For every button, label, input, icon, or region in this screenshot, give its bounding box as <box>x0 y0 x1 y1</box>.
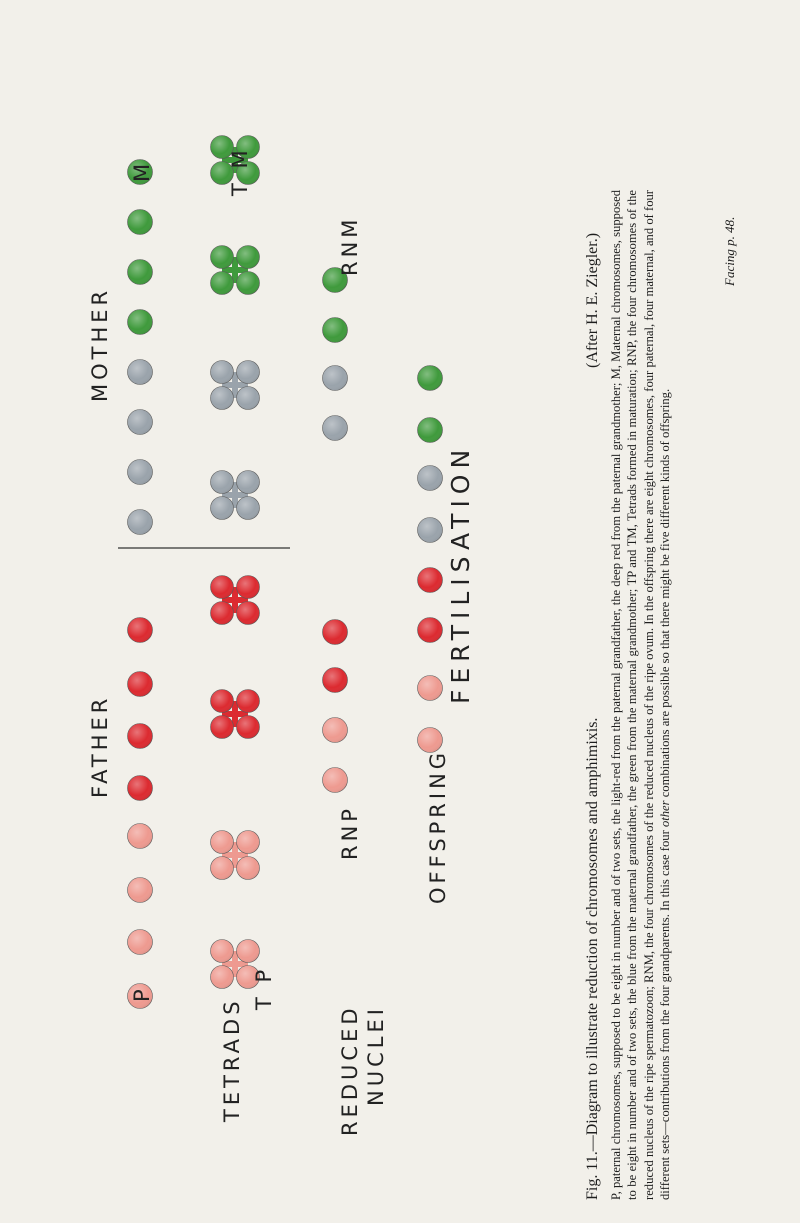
chromosome-shading <box>323 718 348 743</box>
label-tetrads: TETRADS <box>220 997 244 1122</box>
chromosome-shading <box>418 618 443 643</box>
chromosome-shading <box>211 387 234 410</box>
label-reduced: REDUCED <box>338 1004 362 1136</box>
chromosome-shading <box>237 857 260 880</box>
facing-page-note: Facing p. 48. <box>722 216 737 286</box>
mother-chromosome-row <box>128 160 153 535</box>
chromosome-shading <box>128 724 153 749</box>
chromosome-shading <box>128 210 153 235</box>
chromosome-shading <box>237 246 260 269</box>
chromosome-shading <box>128 824 153 849</box>
chromosome-shading <box>237 361 260 384</box>
chromosome-shading <box>323 366 348 391</box>
caption-body-italic: other <box>658 800 673 828</box>
chromosome-shading <box>418 676 443 701</box>
chromosome-shading <box>211 966 234 989</box>
label-fertilisation: FERTILISATION <box>446 443 475 704</box>
caption-body-text: P, paternal chromosomes, supposed to be eight in number and of two sets, the light-red from the paternal grandfather, the deep red from the paternal grandmother; M, Maternal chromosomes, supposed to be eight in number and of two sets, the blue from the maternal grandfather, the green from the maternal grandmother; TP and TM, Tetrads formed in maturation; RNP, the four chromosomes of the reduced nucleus of the ripe spermatozoon; RNM, the four chromosomes of the reduced nucleus of the ripe ovum. In the offspring there are eight chromosomes, four paternal, four maternal, and of four different sets—contributions from the four grandparents. In this case four <box>609 190 673 1200</box>
chromosome-shading <box>211 272 234 295</box>
chromosome-shading <box>237 471 260 494</box>
chromosome-shading <box>128 776 153 801</box>
chromosome-shading <box>211 940 234 963</box>
offspring-chromosome-row <box>418 366 443 753</box>
chromosome-shading <box>323 620 348 645</box>
chromosome-shading <box>211 471 234 494</box>
chromosome-shading <box>323 416 348 441</box>
father-chromosome-row <box>128 618 153 1009</box>
chromosome-shading <box>237 716 260 739</box>
chromosome-shading <box>237 387 260 410</box>
chromosome-shading <box>211 690 234 713</box>
chromosome-shading <box>128 260 153 285</box>
chromosome-shading <box>128 510 153 535</box>
figure-caption-title: Fig. 11.—Diagram to illustrate reduction of chromosomes and amphimixis. <box>584 717 601 1200</box>
label-tp: T P <box>252 965 276 1010</box>
chromosome-shading <box>237 576 260 599</box>
chromosome-shading <box>323 668 348 693</box>
chromosome-shading <box>128 360 153 385</box>
label-nuclei: NUCLEI <box>364 1005 388 1106</box>
chromosome-shading <box>211 497 234 520</box>
chromosome-shading <box>128 930 153 955</box>
label-p: P <box>130 985 154 1002</box>
chromosome-shading <box>323 768 348 793</box>
chromosome-shading <box>128 878 153 903</box>
label-rnp: RNP <box>338 805 362 860</box>
label-offspring: OFFSPRING <box>426 748 450 904</box>
chromosome-shading <box>211 602 234 625</box>
label-m: M <box>130 159 154 182</box>
chromosome-shading <box>237 831 260 854</box>
chromosome-shading <box>128 672 153 697</box>
chromosome-shading <box>237 690 260 713</box>
chromosome-shading <box>418 518 443 543</box>
chromosome-shading <box>418 466 443 491</box>
chromosome-shading <box>128 410 153 435</box>
chromosome-shading <box>237 940 260 963</box>
chromosome-shading <box>211 361 234 384</box>
chromosome-shading <box>237 272 260 295</box>
chromosome-shading <box>418 418 443 443</box>
chromosome-shading <box>128 460 153 485</box>
chromosome-shading <box>418 568 443 593</box>
chromosome-shading <box>211 831 234 854</box>
chromosome-shading <box>211 246 234 269</box>
chromosome-shading <box>237 497 260 520</box>
paternal-tetrads-row <box>211 576 260 989</box>
caption-body-text-end: combinations are possible so that there might be five different kinds of offspring. <box>658 388 673 798</box>
reduced-maternal-nucleus-row <box>323 268 348 441</box>
chromosome-shading <box>211 857 234 880</box>
label-tm: T M <box>228 146 252 196</box>
chromosome-shading <box>237 602 260 625</box>
figure-caption-credit: (After H. E. Ziegler.) <box>584 232 601 368</box>
chromosome-shading <box>128 618 153 643</box>
chromosome-shading <box>418 366 443 391</box>
chromosome-shading <box>323 318 348 343</box>
label-father: FATHER <box>88 694 112 798</box>
label-rnm: RNM <box>338 215 362 276</box>
figure-caption-body <box>608 190 674 1200</box>
chromosome-shading <box>211 576 234 599</box>
chromosome-shading <box>211 716 234 739</box>
chromosome-shading <box>128 310 153 335</box>
label-mother: MOTHER <box>88 286 112 402</box>
reduced-paternal-nucleus-row <box>323 620 348 793</box>
